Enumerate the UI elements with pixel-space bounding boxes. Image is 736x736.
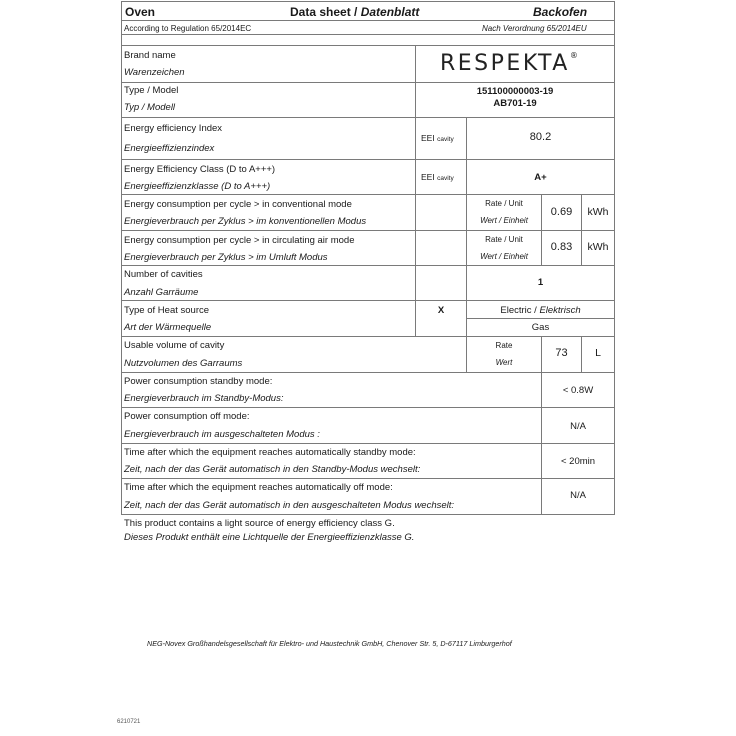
circ-unit: kWh: [587, 241, 609, 253]
standby-power-value: < 0.8W: [562, 385, 594, 396]
volume-unit: L: [595, 347, 601, 359]
off-time-label-en: Time after which the equipment reaches automatically off mode:: [124, 482, 393, 493]
datasheet-title: Data sheet / Datenblatt: [290, 5, 420, 19]
volume-rate-de: Wert: [495, 358, 513, 367]
model-code: AB701-19: [493, 98, 537, 109]
cavities-label-de: Anzahl Garräume: [124, 287, 199, 298]
conv-rate-en: Rate / Unit: [485, 199, 523, 208]
conv-label-en: Energy consumption per cycle > in conventional mode: [124, 199, 352, 210]
conv-label-de: Energieverbrauch per Zyklus > im konventionellen Modus: [124, 216, 367, 227]
eei-value: 80.2: [529, 131, 552, 143]
oven-title: Oven: [125, 5, 156, 19]
eclass-label-de: Energieeffizienzklasse (D to A+++): [124, 181, 271, 192]
circ-label-de: Energieverbrauch per Zyklus > im Umluft Modus: [124, 252, 328, 263]
off-power-value: N/A: [570, 421, 586, 432]
model-number: 151100000003-19: [476, 86, 554, 97]
circ-label-en: Energy consumption per cycle > in circulating air mode: [124, 235, 355, 246]
standby-time-label-en: Time after which the equipment reaches automatically standby mode:: [124, 447, 416, 458]
volume-rate-en: Rate: [495, 341, 513, 350]
eclass-unit: EEI cavity: [421, 172, 454, 182]
cavities-value: 1: [537, 277, 544, 288]
heat-option-electric: Electric / Elektrisch: [500, 305, 581, 316]
light-note-de: Dieses Produkt enthält eine Lichtquelle der Energieeffizienzklasse G.: [124, 532, 415, 543]
circ-rate-en: Rate / Unit: [485, 235, 523, 244]
eclass-value: A+: [534, 172, 547, 183]
heat-mark: X: [437, 305, 445, 316]
off-time-value: N/A: [570, 490, 586, 501]
brand-logo: RESPEKTA®: [440, 51, 578, 76]
model-label-de: Typ / Modell: [124, 102, 176, 113]
standby-power-label-de: Energieverbrauch im Standby-Modus:: [124, 393, 284, 404]
eclass-label-en: Energy Efficiency Class (D to A+++): [124, 164, 276, 175]
standby-power-label-en: Power consumption standby mode:: [124, 376, 273, 387]
off-power-label-de: Energieverbrauch im ausgeschalteten Modus :: [124, 429, 320, 440]
standby-time-value: < 20min: [560, 456, 596, 467]
model-label-en: Type / Model: [124, 85, 179, 96]
backofen-title: Backofen: [533, 5, 588, 19]
volume-label-en: Usable volume of cavity: [124, 340, 225, 351]
off-time-label-de: Zeit, nach der das Gerät automatisch in den ausgeschalteten Modus wechselt:: [124, 500, 455, 511]
brand-label-en: Brand name: [124, 50, 176, 61]
circ-rate-de: Wert / Einheit: [480, 252, 528, 261]
regulation-de: Nach Verordnung 65/2014EU: [482, 24, 587, 33]
company-footer: NEG-Novex Großhandelsgesellschaft für Elektro- und Haustechnik GmbH, Chenover Str. 5, D-67117 Limburgerhof: [147, 639, 512, 648]
volume-value: 73: [555, 347, 568, 359]
cavities-label-en: Number of cavities: [124, 269, 203, 280]
light-note-en: This product contains a light source of energy efficiency class G.: [124, 518, 395, 529]
circ-value: 0.83: [550, 241, 573, 253]
eei-label-de: Energieeffizienzindex: [124, 143, 215, 154]
conv-value: 0.69: [550, 206, 573, 218]
regulation-en: According to Regulation 65/2014EC: [124, 24, 252, 33]
eei-label-en: Energy efficiency Index: [124, 123, 223, 134]
conv-rate-de: Wert / Einheit: [480, 216, 528, 225]
standby-time-label-de: Zeit, nach der das Gerät automatisch in den Standby-Modus wechselt:: [124, 464, 421, 475]
heat-label-de: Art der Wärmequelle: [124, 322, 212, 333]
volume-label-de: Nutzvolumen des Garraums: [124, 358, 243, 369]
heat-label-en: Type of Heat source: [124, 305, 210, 316]
eei-unit: EEI cavity: [421, 133, 454, 143]
conv-unit: kWh: [587, 206, 609, 218]
heat-option-gas: Gas: [531, 322, 550, 333]
off-power-label-en: Power consumption off mode:: [124, 411, 250, 422]
brand-label-de: Warenzeichen: [124, 67, 185, 78]
document-code: 6210721: [117, 719, 141, 725]
